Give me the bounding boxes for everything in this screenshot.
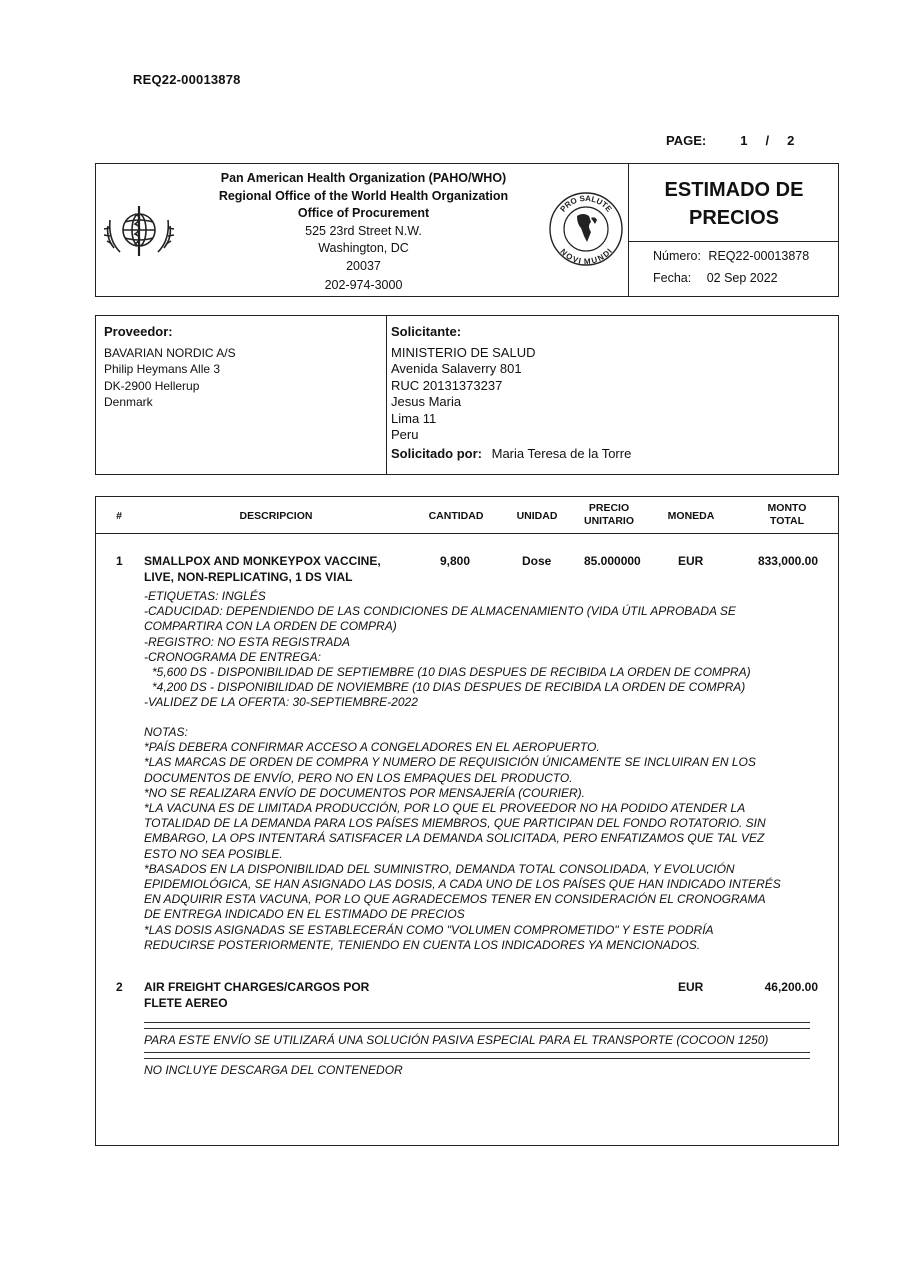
supplier-label: Proveedor: [104, 324, 173, 339]
col-header-qty: CANTIDAD [428, 510, 484, 522]
detail-line: -VALIDEZ DE LA OFERTA: 30-SEPTIEMBRE-2022 [144, 695, 418, 710]
numero-label: Número: [653, 249, 701, 263]
seal-top-text: PRO SALUTE [558, 193, 614, 214]
note-line: TOTALIDAD DE LA DEMANDA PARA LOS PAÍSES MIEMBROS, QUE PARTICIPAN DEL FONDO ROTATORIO. SIN [144, 816, 766, 831]
col-header-total [746, 502, 828, 528]
requested-by-row [391, 446, 631, 463]
org-regional-office: Regional Office of the World Health Organization [218, 188, 509, 203]
document-title [632, 176, 836, 232]
detail-line: -REGISTRO: NO ESTA REGISTRADA [144, 634, 351, 649]
numero-row [653, 249, 809, 263]
row2-description-line1: AIR FREIGHT CHARGES/CARGOS POR [144, 980, 370, 994]
page-total: 2 [787, 133, 795, 148]
row1-unit-price: 85.000000 [584, 554, 641, 568]
note-line: *LAS DOSIS ASIGNADAS SE ESTABLECERÁN COMO "VOLUMEN COMPROMETIDO" Y ESTE PODRÍA [144, 922, 714, 937]
row2-currency: EUR [678, 980, 704, 994]
note-line: *LAS MARCAS DE ORDEN DE COMPRA Y NUMERO DE REQUISICIÓN ÚNICAMENTE SE INCLUIRAN EN LOS [144, 755, 756, 770]
page-indicator [666, 133, 794, 148]
row1-description [144, 554, 381, 585]
org-street: 525 23rd Street N.W. [305, 223, 422, 238]
row1-notes [144, 725, 834, 953]
col-header-price [576, 502, 642, 528]
unloading-note: NO INCLUYE DESCARGA DEL CONTENEDOR [144, 1063, 403, 1077]
note-line: DE ENTREGA INDICADO EN EL ESTIMADO DE PRECIOS [144, 907, 465, 922]
requester-ruc: RUC 20131373237 [391, 377, 503, 393]
note-line: *BASADOS EN LA DISPONIBILIDAD DEL SUMINISTRO, DEMANDA TOTAL CONSOLIDADA, Y EVOLUCIÓN [144, 861, 735, 876]
row1-currency: EUR [678, 554, 704, 568]
seal-bottom-text: NOVI MUNDI [558, 246, 614, 267]
row1-total: 833,000.00 [757, 554, 818, 568]
page-current: 1 [740, 133, 748, 148]
note-line: EMBARGO, LA OPS INTENTARÁ SATISFACER LA DEMANDA SOLICITADA, PERO ENFATIZAMOS QUE TAL VEZ [144, 831, 765, 846]
row2-description-line2: FLETE AEREO [144, 995, 228, 1010]
org-zip: 20037 [346, 258, 381, 273]
col-header-desc: DESCRIPCION [239, 510, 313, 522]
note-line: EN ADQUIRIR ESTA VACUNA, POR LO QUE AGRADECEMOS TENER EN CONSIDERACIÓN EL CRONOGRAMA [144, 892, 766, 907]
who-emblem-icon [100, 200, 178, 269]
requester-city: Lima 11 [391, 410, 437, 426]
org-office: Office of Procurement [297, 206, 430, 220]
organization-address [196, 170, 531, 295]
title-line-1: ESTIMADO DE [664, 179, 804, 201]
requester-country: Peru [391, 427, 419, 442]
detail-line: -ETIQUETAS: INGLÉS [144, 589, 266, 603]
double-rule-divider [144, 1052, 810, 1059]
row2-total: 46,200.00 [764, 980, 818, 994]
supplier-block [104, 324, 236, 411]
col-header-unit: UNIDAD [516, 510, 558, 522]
requester-label: Solicitante: [391, 324, 462, 339]
note-line: ESTO NO SEA POSIBLE. [144, 846, 283, 861]
detail-line: -CADUCIDAD: DEPENDIENDO DE LAS CONDICIONES DE ALMACENAMIENTO (VIDA ÚTIL APROBADA SE [144, 604, 736, 619]
row2-description [144, 980, 369, 1011]
supplier-city: DK-2900 Hellerup [104, 378, 200, 393]
row1-unit: Dose [522, 554, 552, 568]
col-header-currency: MONEDA [667, 510, 715, 522]
supplier-street: Philip Heymans Alle 3 [104, 362, 221, 376]
detail-line: -CRONOGRAMA DE ENTREGA: [144, 649, 321, 664]
double-rule-divider [144, 1022, 810, 1029]
col-header-price-line1: PRECIO [588, 502, 630, 514]
title-line-2: PRECIOS [688, 207, 780, 229]
document-reference: REQ22-00013878 [133, 72, 241, 87]
row1-details [144, 589, 834, 711]
row1-description-line2: LIVE, NON-REPLICATING, 1 DS VIAL [144, 569, 353, 584]
note-line: NOTAS: [144, 725, 188, 739]
freight-note: PARA ESTE ENVÍO SE UTILIZARÁ UNA SOLUCIÓN PASIVA ESPECIAL PARA EL TRANSPORTE (COCOON 1250) [144, 1033, 769, 1047]
parties-box [95, 315, 839, 475]
note-line: *PAÍS DEBERA CONFIRMAR ACCESO A CONGELADORES EN EL AEROPUERTO. [144, 740, 600, 755]
org-city: Washington, DC [318, 241, 409, 255]
requester-district: Jesus Maria [391, 394, 462, 409]
org-name: Pan American Health Organization (PAHO/WHO) [220, 171, 507, 185]
fecha-row [653, 271, 778, 285]
paho-seal-icon [547, 188, 625, 273]
header-box [95, 163, 839, 297]
requester-street: Avenida Salaverry 801 [391, 361, 522, 376]
detail-line: *5,600 DS - DISPONIBILIDAD DE SEPTIEMBRE (10 DIAS DESPUES DE RECIBIDA LA ORDEN DE COMPRA) [152, 665, 751, 680]
page-separator: / [765, 133, 770, 148]
note-line: DOCUMENTOS DE ENVÍO, PERO NO EN LOS EMPAQUES DEL PRODUCTO. [144, 770, 573, 785]
numero-value: REQ22-00013878 [708, 249, 810, 263]
requester-name: MINISTERIO DE SALUD [391, 344, 536, 360]
supplier-country: Denmark [104, 395, 153, 409]
note-line: EPIDEMIOLÓGICA, SE HAN ASIGNADO LAS DOSIS, A CADA UNO DE LOS PAÍSES QUE HAN INDICADO INTERÉS [144, 877, 781, 892]
row1-quantity: 9,800 [440, 554, 471, 568]
fecha-label: Fecha: [653, 271, 692, 285]
col-header-price-line2: UNITARIO [584, 515, 634, 527]
row1-description-line1: SMALLPOX AND MONKEYPOX VACCINE, [144, 554, 381, 568]
row1-number: 1 [116, 554, 123, 568]
col-header-total-line1: MONTO [767, 502, 807, 514]
org-phone: 202-974-3000 [324, 278, 403, 292]
svg-text:NOVI MUNDI [558, 247, 613, 266]
page-label: PAGE: [666, 133, 707, 148]
note-line: *LA VACUNA ES DE LIMITADA PRODUCCIÓN, POR LO QUE EL PROVEEDOR NO HA PODIDO ATENDER LA [144, 801, 746, 816]
items-table [95, 496, 839, 1146]
row2-number: 2 [116, 980, 123, 994]
note-line: *NO SE REALIZARA ENVÍO DE DOCUMENTOS POR MENSAJERÍA (COURIER). [144, 785, 585, 800]
svg-text:PRO SALUTE [558, 194, 613, 214]
col-header-total-line2: TOTAL [769, 515, 805, 527]
requester-block [391, 324, 631, 462]
requested-by-label: Solicitado por: [391, 445, 482, 461]
fecha-value: 02 Sep 2022 [706, 271, 778, 285]
requested-by-value: Maria Teresa de la Torre [491, 445, 632, 461]
col-header-num: # [116, 510, 122, 522]
detail-line: *4,200 DS - DISPONIBILIDAD DE NOVIEMBRE (10 DIAS DESPUES DE RECIBIDA LA ORDEN DE COMPRA) [152, 680, 746, 695]
note-line: REDUCIRSE POSTERIORMENTE, TENIENDO EN CUENTA LOS INDICADORES YA MENCIONADOS. [144, 937, 701, 952]
supplier-name: BAVARIAN NORDIC A/S [104, 345, 236, 360]
detail-line: COMPARTIRA CON LA ORDEN DE COMPRA) [144, 619, 397, 634]
